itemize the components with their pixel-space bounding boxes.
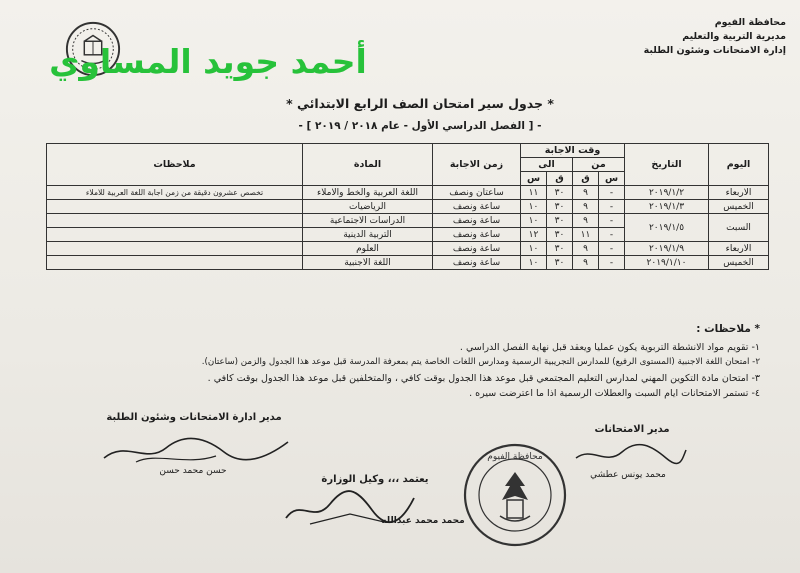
exam-schedule-table <box>46 143 769 270</box>
cell-day: الخميس <box>709 256 769 270</box>
cell-from-minute: ٩ <box>573 200 599 214</box>
note-item: ١- تقويم مواد الانشطة التربوية يكون عمليا ويعقد قبل نهاية الفصل الدراسي . <box>459 341 760 353</box>
note-item: ٣- امتحان مادة التكوين المهني لمدارس التعليم المجتمعي قبل موعد هذا الجدول بوقت كافي ، والمتخلفين قبل موعد هذا الجدول بوقت كافي . <box>207 372 760 384</box>
undersecretary-title: يعتمد ،،، وكيل الوزارة <box>321 474 429 485</box>
cell-to-hour: ١٢ <box>521 228 547 242</box>
cell-duration: ساعة ونصف <box>433 228 521 242</box>
cell-to-minute: ٣٠ <box>547 256 573 270</box>
cell-day: الخميس <box>709 200 769 214</box>
cell-date: ٢٠١٩/١/٣ <box>625 200 709 214</box>
cell-date: ٢٠١٩/١/٢ <box>625 186 709 200</box>
watermark-text: أحمد جويد المساوي <box>49 42 367 81</box>
cell-from-minute: ٩ <box>573 186 599 200</box>
document-subtitle: - [ الفصل الدراسي الأول - عام ٢٠١٨ / ٢٠١٩ ] - <box>298 120 542 132</box>
header-subject: المادة <box>303 144 433 186</box>
cell-duration: ساعة ونصف <box>433 242 521 256</box>
document-title: * جدول سير امتحان الصف الرابع الابتدائي * <box>286 96 554 111</box>
official-stamp-icon <box>460 440 570 550</box>
right-signatory-name: محمد يونس عطشي <box>590 470 666 480</box>
cell-subject: التربية الدينية <box>303 228 433 242</box>
cell-day: الاربعاء <box>709 242 769 256</box>
notes-heading: * ملاحظات : <box>696 323 760 335</box>
cell-to-hour: ١١ <box>521 186 547 200</box>
cell-date: ٢٠١٩/١/٩ <box>625 242 709 256</box>
cell-duration: ساعة ونصف <box>433 200 521 214</box>
cell-duration: ساعة ونصف <box>433 256 521 270</box>
cell-from-hour: - <box>599 200 625 214</box>
ministry-header <box>616 16 786 58</box>
cell-to-minute: ٣٠ <box>547 200 573 214</box>
cell-duration: ساعتان ونصف <box>433 186 521 200</box>
table-row <box>47 242 769 256</box>
cell-subject: الدراسات الاجتماعية <box>303 214 433 228</box>
table-header-row <box>47 144 769 158</box>
cell-from-hour: - <box>599 186 625 200</box>
cell-from-hour: - <box>599 214 625 228</box>
header-from: من <box>573 158 625 172</box>
right-signature-icon <box>570 440 690 468</box>
left-signatory-title: مدير ادارة الامتحانات وشئون الطلبة <box>106 412 282 423</box>
cell-duration: ساعة ونصف <box>433 214 521 228</box>
cell-subject: العلوم <box>303 242 433 256</box>
cell-note <box>47 242 303 256</box>
cell-to-minute: ٣٠ <box>547 242 573 256</box>
cell-to-minute: ٣٠ <box>547 214 573 228</box>
header-to-minute: ق <box>547 172 573 186</box>
cell-to-hour: ١٠ <box>521 214 547 228</box>
header-to: الى <box>521 158 573 172</box>
cell-note <box>47 228 303 242</box>
cell-from-minute: ١١ <box>573 228 599 242</box>
cell-day: الاربعاء <box>709 186 769 200</box>
cell-to-minute: ٣٠ <box>547 228 573 242</box>
undersecretary-name: محمد محمد عبدالله <box>381 516 465 526</box>
table-row <box>47 186 769 200</box>
stamp-text: محافظة الفيوم <box>487 452 543 462</box>
header-notes: ملاحظات <box>47 144 303 186</box>
cell-date: ٢٠١٩/١/١٠ <box>625 256 709 270</box>
header-from-minute: ق <box>573 172 599 186</box>
header-to-hour: س <box>521 172 547 186</box>
cell-from-hour: - <box>599 256 625 270</box>
cell-date: ٢٠١٩/١/٥ <box>625 214 709 242</box>
left-signatory-name: حسن محمد حسن <box>159 466 227 476</box>
cell-note <box>47 214 303 228</box>
directorate-line: مديرية التربية والتعليم <box>682 31 786 42</box>
header-day: اليوم <box>709 144 769 186</box>
cell-from-minute: ٩ <box>573 256 599 270</box>
cell-note: تخصص عشرون دقيقة من زمن اجابة اللغة العربية للاملاء <box>47 186 303 200</box>
cell-from-minute: ٩ <box>573 242 599 256</box>
note-item: ٤- تستمر الامتحانات ايام السبت والعطلات الرسمية اذا ما اعترضت سيره . <box>469 388 760 399</box>
cell-note <box>47 256 303 270</box>
table-row <box>47 214 769 228</box>
header-from-hour: س <box>599 172 625 186</box>
header-date: التاريخ <box>625 144 709 186</box>
header-answer-time: وقت الاجابة <box>521 144 625 158</box>
table-row <box>47 256 769 270</box>
header-duration: زمن الاجابة <box>433 144 521 186</box>
cell-note <box>47 200 303 214</box>
cell-to-hour: ١٠ <box>521 200 547 214</box>
cell-from-hour: - <box>599 242 625 256</box>
cell-subject: اللغة العربية والخط والاملاء <box>303 186 433 200</box>
governorate-line: محافظة الفيوم <box>714 17 786 28</box>
department-line: إدارة الامتحانات وشئون الطلبة <box>643 45 786 56</box>
cell-to-minute: ٣٠ <box>547 186 573 200</box>
cell-subject: اللغة الاجنبية <box>303 256 433 270</box>
cell-from-minute: ٩ <box>573 214 599 228</box>
cell-from-hour: - <box>599 228 625 242</box>
cell-to-hour: ١٠ <box>521 242 547 256</box>
right-signatory-title: مدير الامتحانات <box>594 424 670 435</box>
left-signature-icon <box>96 430 296 470</box>
cell-subject: الرياضيات <box>303 200 433 214</box>
table-row <box>47 200 769 214</box>
cell-day: السبت <box>709 214 769 242</box>
cell-to-hour: ١٠ <box>521 256 547 270</box>
notes-section <box>60 322 760 402</box>
note-item: ٢- امتحان اللغة الاجنبية (المستوى الرفيع) للمدارس التجريبية الرسمية ومدارس اللغات الخاصة يتم بمعرفة المدرسة قبل موعد هذا الجدول والزمن (ساعتان). <box>201 357 760 367</box>
